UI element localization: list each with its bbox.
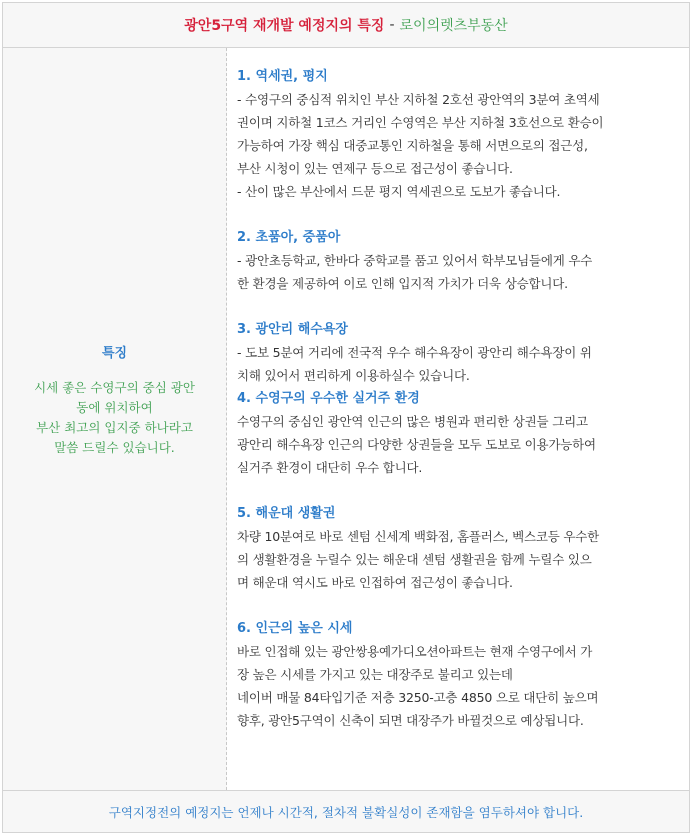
section-line: - 수영구의 중심적 위치인 부산 지하철 2호선 광안역의 3분여 초역세 [237, 92, 600, 107]
section-line: 실거주 환경이 대단히 우수 합니다. [237, 460, 423, 475]
header-title: 광안5구역 재개발 예정지의 특징 [184, 18, 385, 34]
section-6 [237, 617, 679, 732]
section-title: 1. 역세권, 평지 [237, 69, 328, 84]
section-line: 의 생활환경을 누릴수 있는 해운대 센텀 생활권을 함께 누릴수 있으 [237, 552, 592, 567]
feature-label-description [34, 378, 195, 458]
section-line: - 도보 5분여 거리에 전국적 우수 해수욕장이 광안리 해수욕장이 위 [237, 345, 592, 360]
section-1 [237, 65, 679, 203]
section-3 [237, 318, 679, 387]
section-title: 2. 초품아, 중품아 [237, 230, 341, 245]
section-title: 6. 인근의 높은 시세 [237, 621, 353, 636]
section-title: 5. 해운대 생활권 [237, 506, 336, 521]
header-brand: 로이의렛츠부동산 [399, 18, 508, 34]
feature-label-line: 부산 최고의 입지중 하나라고 [36, 420, 193, 435]
table-body [3, 48, 689, 790]
feature-content-cell [227, 48, 689, 790]
section-spacer [237, 203, 679, 226]
feature-label-cell [3, 48, 227, 790]
feature-table [2, 2, 690, 833]
section-spacer [237, 295, 679, 318]
feature-label-line: 시세 좋은 수영구의 중심 광안 [34, 380, 195, 395]
section-line: 한 환경을 제공하여 이로 인해 입지적 가치가 더욱 상승합니다. [237, 276, 568, 291]
section-line: 며 해운대 역시도 바로 인접하여 접근성이 좋습니다. [237, 575, 513, 590]
section-line: - 산이 많은 부산에서 드문 평지 역세권으로 도보가 좋습니다. [237, 184, 561, 199]
feature-label-line: 말씀 드릴수 있습니다. [54, 440, 175, 455]
section-line: 수영구의 중심인 광안역 인근의 많은 병원과 편리한 상권들 그리고 [237, 414, 588, 429]
feature-label-title: 특징 [101, 346, 128, 361]
section-line: 향후, 광안5구역이 신축이 되면 대장주가 바뀔것으로 예상됩니다. [237, 713, 584, 728]
table-header [3, 3, 689, 48]
section-spacer [237, 594, 679, 617]
section-line: 차량 10분여로 바로 센텀 신세계 백화점, 홈플러스, 벡스코등 우수한 [237, 529, 599, 544]
section-line: 치해 있어서 편리하게 이용하실수 있습니다. [237, 368, 470, 383]
footer-notice: 구역지정전의 예정지는 언제나 시간적, 절차적 불확실성이 존재함을 염두하셔야 합니다. [108, 804, 584, 820]
section-2 [237, 226, 679, 295]
section-line: 부산 시청이 있는 연제구 등으로 접근성이 좋습니다. [237, 161, 513, 176]
feature-label-line: 동에 위치하여 [76, 400, 153, 415]
section-line: 광안리 해수욕장 인근의 다양한 상권들을 모두 도보로 이용가능하여 [237, 437, 596, 452]
section-title: 4. 수영구의 우수한 실거주 환경 [237, 391, 420, 406]
section-5 [237, 502, 679, 594]
header-separator: - [389, 17, 395, 33]
section-spacer [237, 479, 679, 502]
section-title: 3. 광안리 해수욕장 [237, 322, 348, 337]
section-line: 바로 인접해 있는 광안쌍용예가디오션아파트는 현재 수영구에서 가 [237, 644, 593, 659]
table-footer [3, 790, 689, 832]
section-line: 장 높은 시세를 가지고 있는 대장주로 불리고 있는데 [237, 667, 513, 682]
section-line: - 광안초등학교, 한바다 중학교를 품고 있어서 학부모님들에게 우수 [237, 253, 593, 268]
section-4 [237, 387, 679, 479]
section-line: 가능하여 가장 핵심 대중교통인 지하철을 통해 서면으로의 접근성, [237, 138, 588, 153]
section-line: 권이며 지하철 1코스 거리인 수영역은 부산 지하철 3호선으로 환승이 [237, 115, 604, 130]
section-line: 네이버 매물 84타입기준 저층 3250-고층 4850 으로 대단히 높으며 [237, 690, 599, 705]
